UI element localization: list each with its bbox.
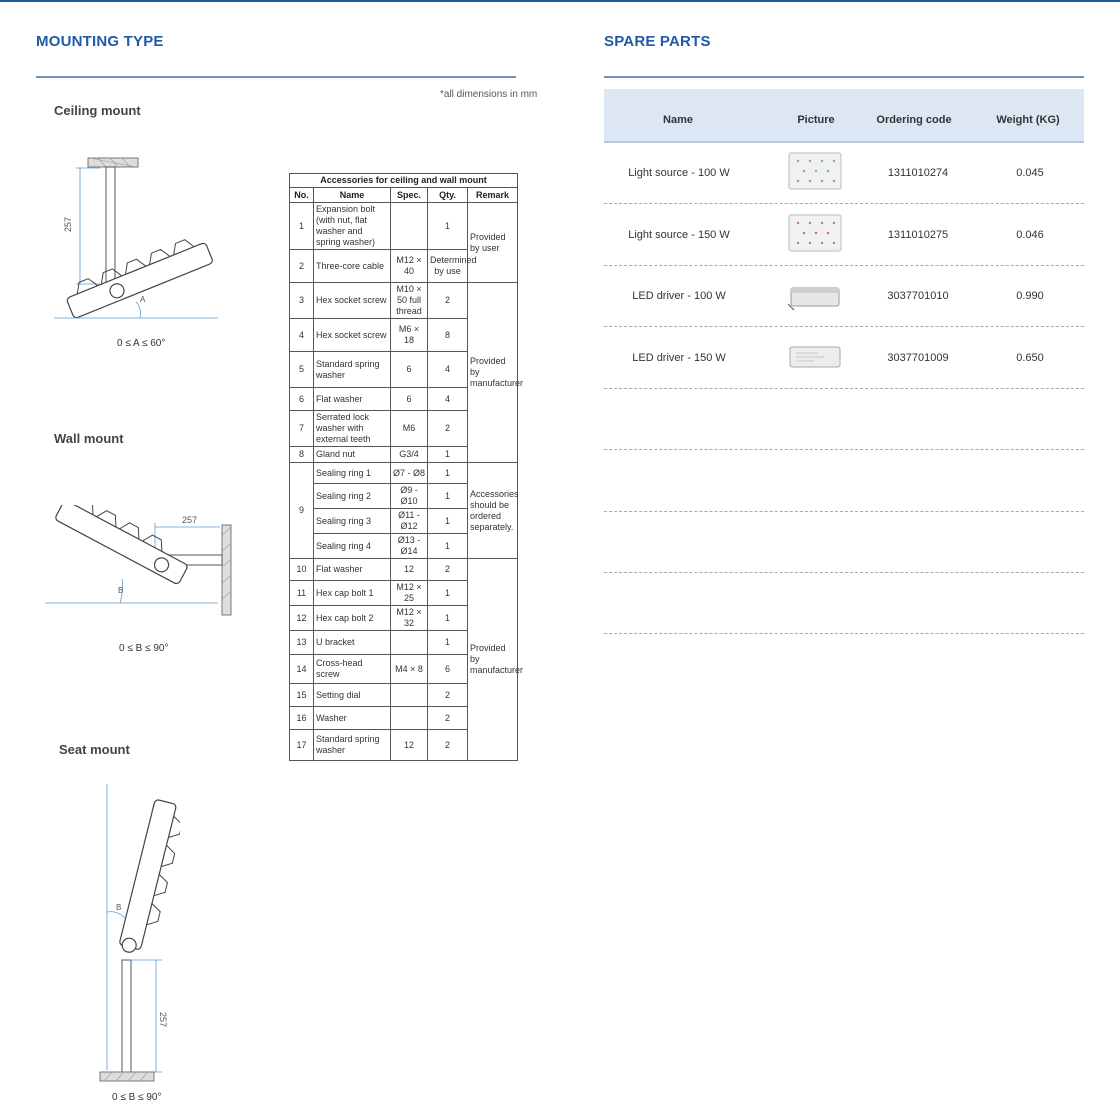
table-row [290,559,518,581]
row-divider [604,511,1084,512]
remark-manufacturer: Provided by manufacturer [468,283,518,463]
seat-mount-label: Seat mount [59,742,130,757]
row-no: 4 [290,319,314,352]
remark-manufacturer: Provided by manufacturer [468,559,518,761]
row-qty: 6 [428,655,468,684]
col-header-remark: Remark [468,188,518,203]
row-qty: 2 [428,730,468,761]
row-divider [604,572,1084,573]
row-divider [604,633,1084,634]
row-name: Flat washer [314,559,391,581]
row-spec: M4 × 8 [391,655,428,684]
row-no: 11 [290,581,314,606]
row-spec: M6 × 18 [391,319,428,352]
remark-user: Provided by user [468,203,518,283]
spare-parts-title-rule [604,76,1084,78]
seat-mount-caption: 0 ≤ B ≤ 90° [112,1092,162,1103]
row-no: 12 [290,606,314,631]
row-name: Expansion bolt (with nut, flat washer and spring washer) [314,203,391,250]
row-name: Gland nut [314,447,391,463]
row-spec: M12 × 25 [391,581,428,606]
row-divider [604,203,1084,204]
row-no: 17 [290,730,314,761]
row-name: Washer [314,707,391,730]
row-qty: 2 [428,707,468,730]
sp-row-name: Light source - 100 W [628,167,730,179]
row-qty: 1 [428,203,468,250]
dimensions-note: *all dimensions in mm [440,89,538,100]
row-name: Setting dial [314,684,391,707]
row-qty: 1 [428,534,468,559]
col-header-spec: Spec. [391,188,428,203]
row-qty: 8 [428,319,468,352]
angle-a-label: A [140,295,146,304]
row-qty: 1 [428,606,468,631]
row-no: 5 [290,352,314,388]
row-name: Sealing ring 2 [314,484,391,509]
wall-mount-diagram [40,505,240,620]
row-qty: 1 [428,581,468,606]
row-spec: Ø9 - Ø10 [391,484,428,509]
row-no: 7 [290,411,314,447]
row-divider [604,326,1084,327]
wall-mount-caption: 0 ≤ B ≤ 90° [119,643,169,654]
sp-header-weight: Weight (KG) [996,114,1060,126]
row-name: Cross-head screw [314,655,391,684]
mounting-type-title: MOUNTING TYPE [36,33,164,50]
ceiling-mount-label: Ceiling mount [54,103,141,118]
led-board-image [788,152,842,190]
sp-header-code: Ordering code [876,114,952,126]
row-name: Hex cap bolt 2 [314,606,391,631]
row-qty: 2 [428,559,468,581]
row-name: Flat washer [314,388,391,411]
row-spec: G3/4 [391,447,428,463]
row-name: Standard spring washer [314,352,391,388]
ceiling-mount-diagram [40,150,230,330]
accessories-table-title: Accessories for ceiling and wall mount [290,174,518,188]
row-spec: 6 [391,388,428,411]
row-name: Serrated lock washer with external teeth [314,411,391,447]
angle-b-label: B [118,586,124,595]
row-name: Hex socket screw [314,283,391,319]
spare-parts-title: SPARE PARTS [604,33,711,50]
sp-row-name: LED driver - 100 W [632,290,726,302]
led-board-image [788,214,842,252]
top-accent-bar [0,0,1120,2]
row-qty: 1 [428,509,468,534]
sp-row-name: Light source - 150 W [628,229,730,241]
row-qty: 2 [428,283,468,319]
row-qty: 1 [428,463,468,484]
row-spec: M10 × 50 full thread [391,283,428,319]
sp-header-name: Name [663,114,693,126]
col-header-no: No. [290,188,314,203]
led-driver-image [788,282,842,314]
ceiling-dim-label: 257 [63,216,73,232]
row-spec: 12 [391,730,428,761]
row-spec: M6 [391,411,428,447]
led-driver-image [788,343,842,373]
row-no: 10 [290,559,314,581]
wall-dim-label: 257 [182,515,198,525]
row-no: 3 [290,283,314,319]
col-header-qty: Qty. [428,188,468,203]
mounting-title-rule [36,76,516,78]
row-no: 16 [290,707,314,730]
seat-mount-diagram [90,780,180,1085]
row-name: Sealing ring 3 [314,509,391,534]
row-no: 13 [290,631,314,655]
row-no: 6 [290,388,314,411]
row-divider [604,388,1084,389]
table-row [290,283,518,319]
remark-separately: Accessories should be ordered separately. [468,463,518,559]
row-name: Sealing ring 1 [314,463,391,484]
sp-row-weight: 0.990 [1016,290,1044,302]
table-row [290,463,518,484]
sp-row-code: 1311010275 [887,229,949,241]
row-spec: Ø11 - Ø12 [391,509,428,534]
row-qty: Determined by use [428,250,468,283]
row-divider [604,449,1084,450]
row-qty: 1 [428,447,468,463]
row-spec: M12 × 40 [391,250,428,283]
accessories-table [289,173,524,761]
row-spec: 12 [391,559,428,581]
sp-row-code: 3037701010 [887,290,949,302]
row-spec [391,707,428,730]
seat-dim-label: 257 [158,1012,168,1028]
row-no: 8 [290,447,314,463]
row-no: 15 [290,684,314,707]
sp-header-picture: Picture [797,114,835,126]
sp-row-name: LED driver - 150 W [632,352,726,364]
row-name: U bracket [314,631,391,655]
row-spec [391,631,428,655]
row-qty: 4 [428,352,468,388]
row-name: Hex socket screw [314,319,391,352]
col-header-name: Name [314,188,391,203]
row-divider [604,265,1084,266]
row-spec [391,203,428,250]
row-spec: M12 × 32 [391,606,428,631]
row-spec [391,684,428,707]
row-spec: Ø7 - Ø8 [391,463,428,484]
row-name: Three-core cable [314,250,391,283]
sp-row-code: 1311010274 [887,167,949,179]
row-spec: 6 [391,352,428,388]
row-qty: 4 [428,388,468,411]
sp-row-weight: 0.045 [1016,167,1044,179]
row-name: Standard spring washer [314,730,391,761]
seat-angle-b-label: B [116,903,122,912]
ceiling-mount-caption: 0 ≤ A ≤ 60° [117,338,166,349]
wall-mount-label: Wall mount [54,431,124,446]
table-row [290,203,518,250]
row-qty: 2 [428,684,468,707]
row-qty: 2 [428,411,468,447]
sp-row-weight: 0.046 [1016,229,1044,241]
row-no: 9 [290,463,314,559]
sp-row-weight: 0.650 [1016,352,1044,364]
row-no: 14 [290,655,314,684]
row-qty: 1 [428,484,468,509]
row-qty: 1 [428,631,468,655]
row-name: Hex cap bolt 1 [314,581,391,606]
row-name: Sealing ring 4 [314,534,391,559]
row-spec: Ø13 - Ø14 [391,534,428,559]
row-no: 2 [290,250,314,283]
row-no: 1 [290,203,314,250]
sp-row-code: 3037701009 [887,352,949,364]
